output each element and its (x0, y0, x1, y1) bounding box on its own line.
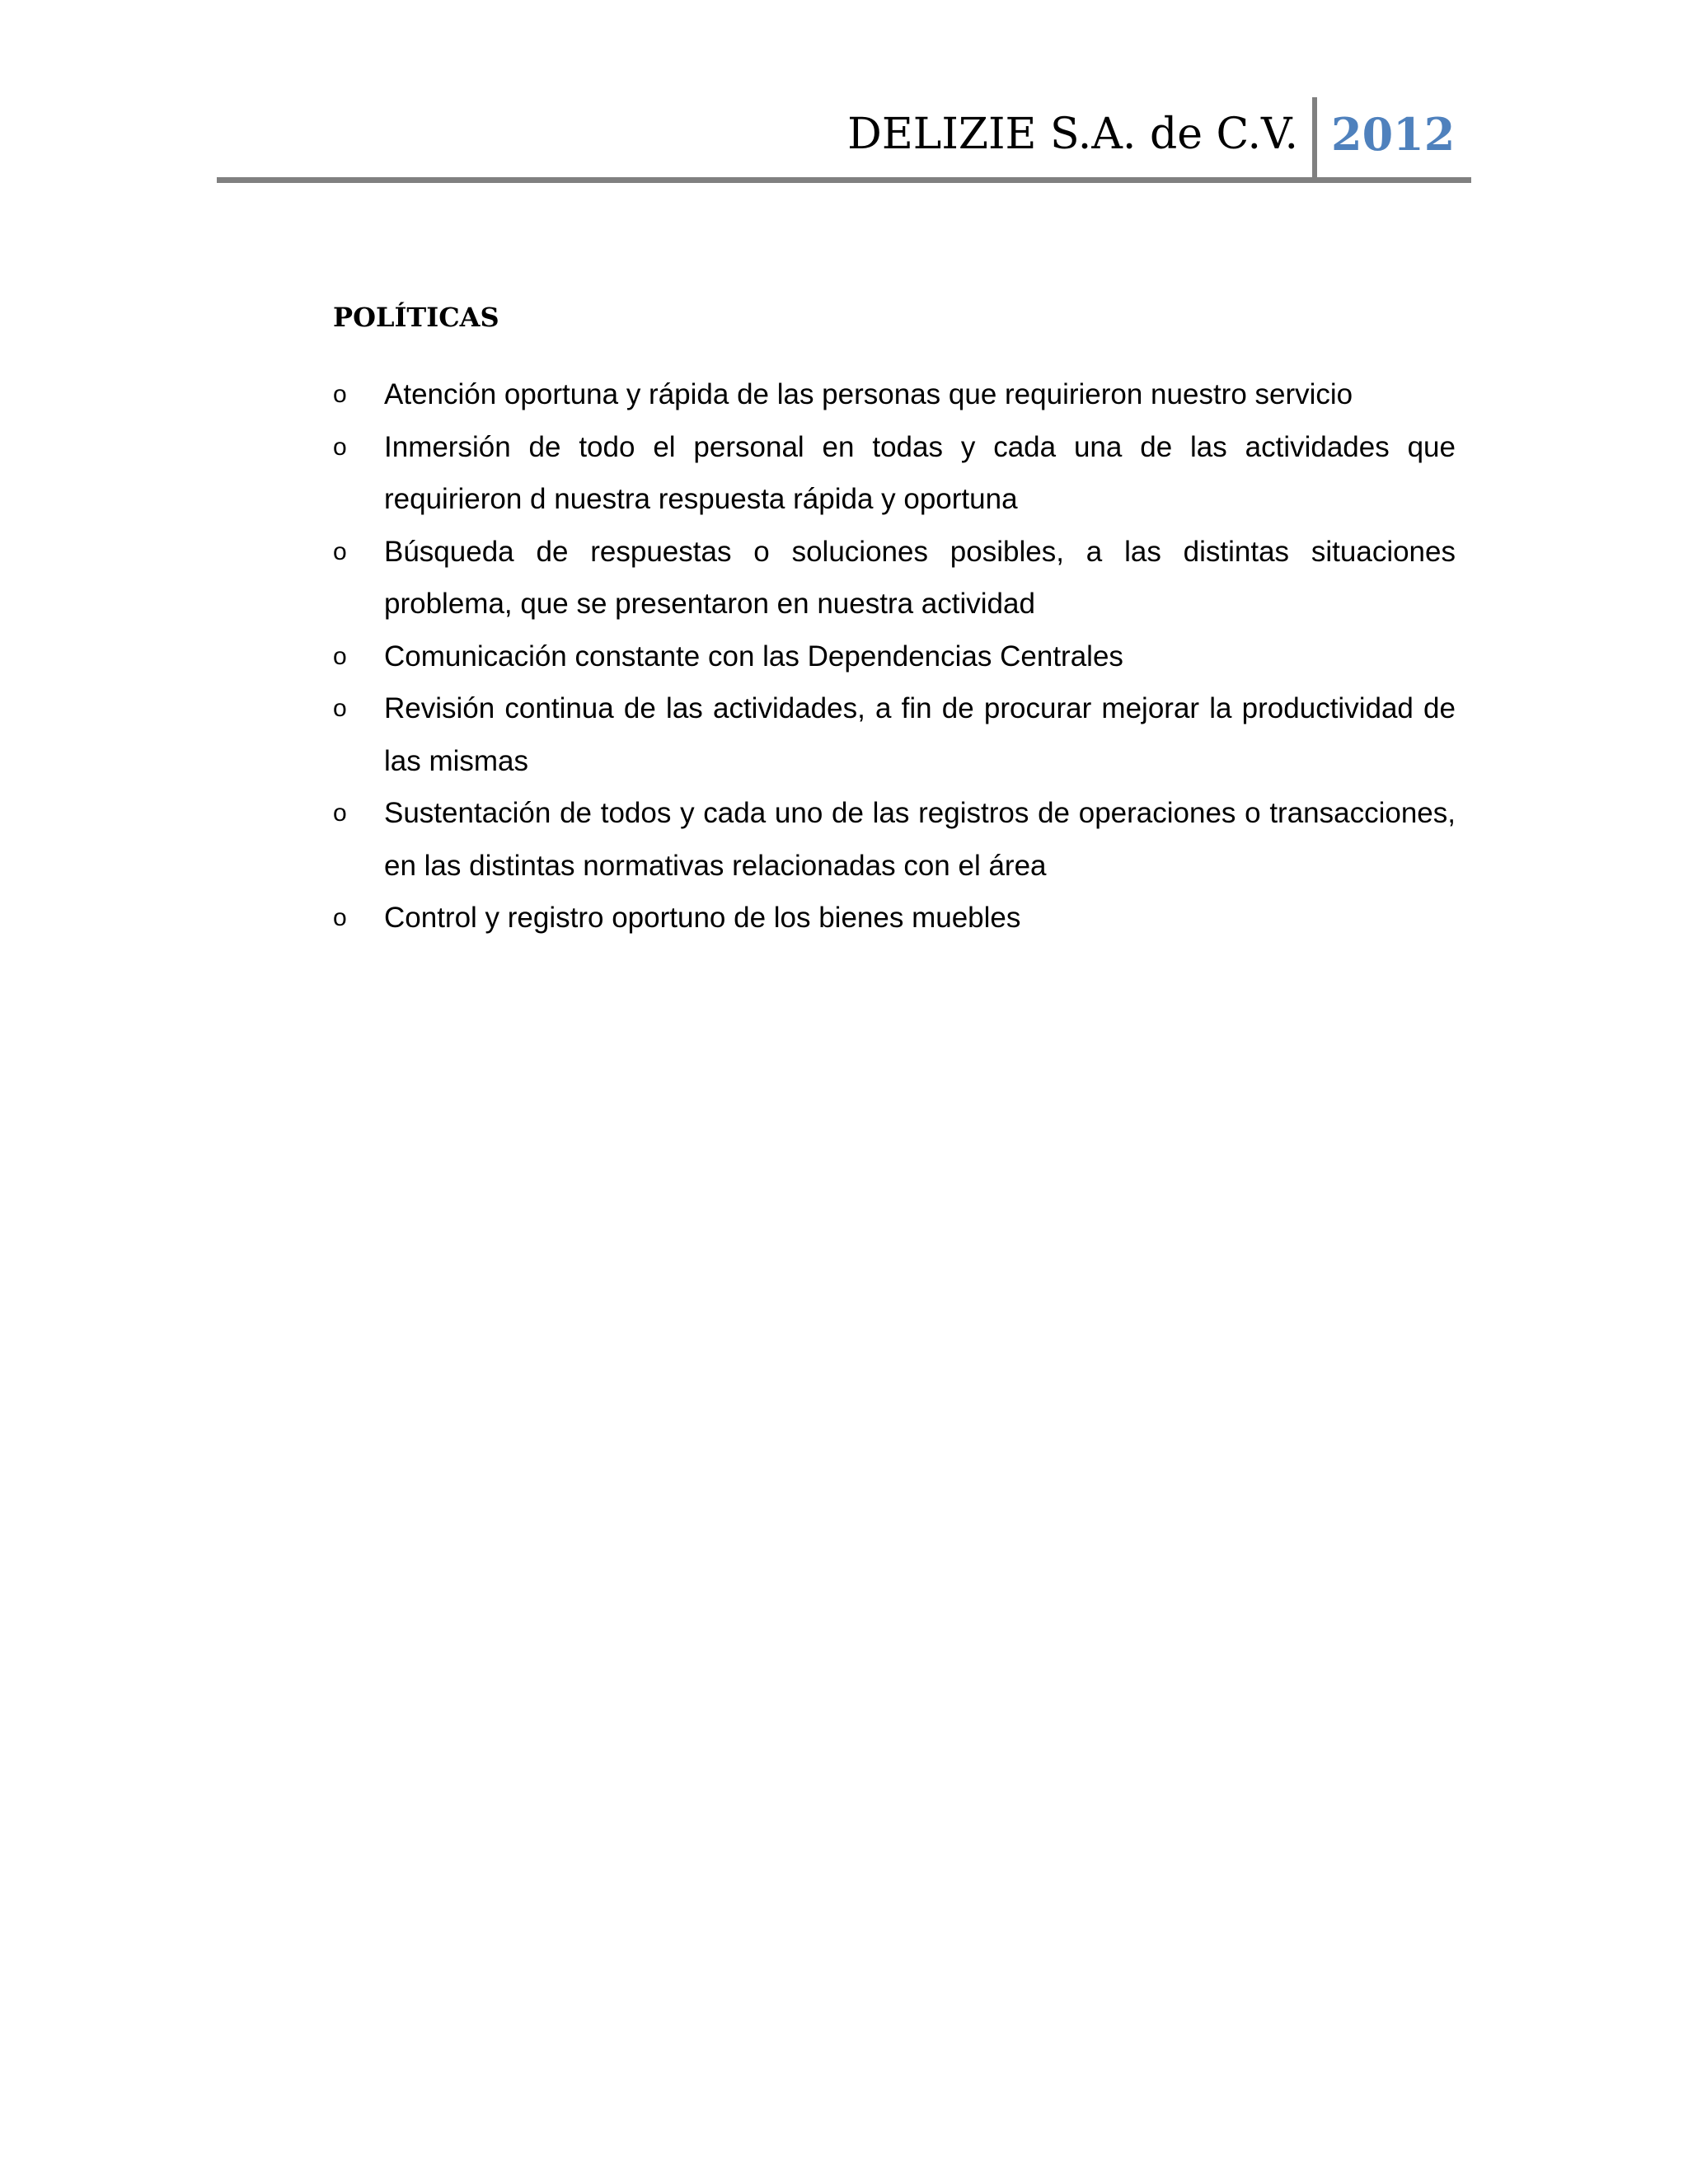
policy-item (333, 787, 1456, 892)
bullet-circle-icon: o (333, 904, 347, 931)
policy-item (333, 368, 1456, 421)
header-rule (217, 177, 1471, 183)
policy-text: Sustentación de todos y cada uno de las registros de operaciones o transacciones, en las distintas normativas relacionadas con el área (384, 797, 1456, 882)
page-header (217, 97, 1471, 183)
policy-list (333, 368, 1456, 944)
header-company-name: DELIZIE S.A. de C.V. (847, 110, 1298, 159)
header-divider (1312, 97, 1317, 177)
policy-text: Comunicación constante con las Dependencias Centrales (384, 640, 1123, 673)
policy-item (333, 421, 1456, 526)
section-title: POLÍTICAS (333, 302, 499, 333)
policy-item (333, 892, 1456, 944)
bullet-circle-icon: o (333, 642, 347, 670)
bullet-circle-icon: o (333, 799, 347, 827)
bullet-circle-icon: o (333, 695, 347, 722)
header-year: 2012 (1331, 108, 1456, 161)
policy-text: Revisión continua de las actividades, a fin de procurar mejorar la productividad de las mismas (384, 692, 1456, 777)
policy-item (333, 682, 1456, 787)
policy-text: Control y registro oportuno de los bienes muebles (384, 902, 1021, 934)
policy-item (333, 526, 1456, 630)
policy-item (333, 630, 1456, 683)
bullet-circle-icon: o (333, 537, 347, 565)
bullet-circle-icon: o (333, 433, 347, 461)
bullet-circle-icon: o (333, 381, 347, 408)
policy-text: Atención oportuna y rápida de las personas que requirieron nuestro servicio (384, 378, 1353, 410)
policy-text: Búsqueda de respuestas o soluciones posibles, a las distintas situaciones problema, que se presentaron en nuestra actividad (384, 535, 1456, 620)
policy-text: Inmersión de todo el personal en todas y cada una de las actividades que requirieron d nuestra respuesta rápida y oportuna (384, 430, 1456, 515)
